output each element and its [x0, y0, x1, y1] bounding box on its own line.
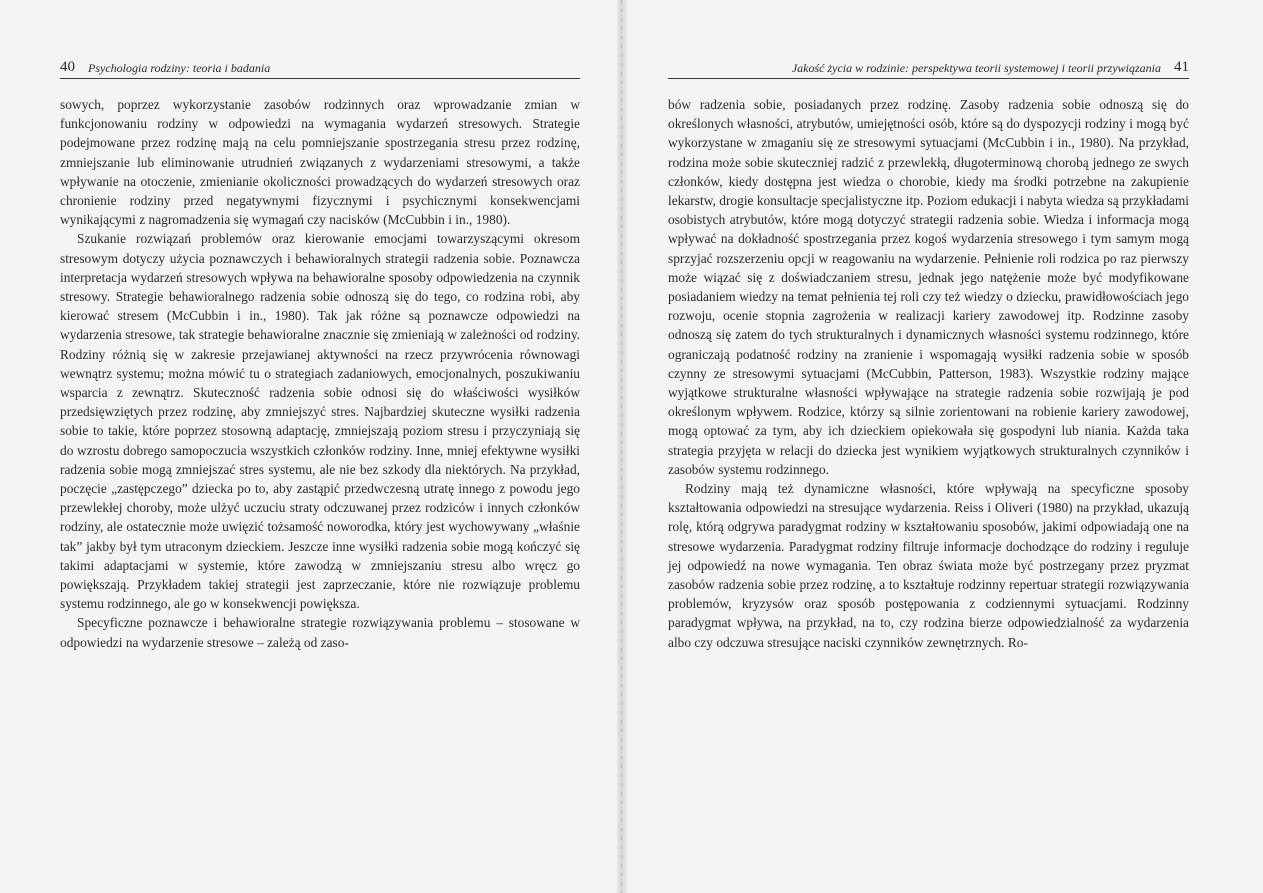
- left-page-number: 40: [60, 59, 75, 75]
- right-page-header: [668, 58, 1189, 79]
- right-page-body: [668, 95, 1189, 652]
- left-running-head: Psychologia rodziny: teoria i badania: [88, 61, 271, 75]
- left-page-header: [60, 58, 580, 79]
- right-running-head: Jakość życia w rodzinie: perspektywa teorii systemowej i teorii przywiązania: [791, 61, 1161, 75]
- right-paragraph-1: bów radzenia sobie, posiadanych przez rodzinę. Zasoby radzenia sobie odnoszą się do określonych własności, atrybutów, umiejętności osób, które są do dyspozycji rodziny i mogą być wykorzystane w zmaganiu się ze stresowymi sytuacjami (McCubbin i in., 1980). Na przykład, rodzina może sobie skuteczniej radzić z przewlekłą, długoterminową chorobą jednego ze swych członków, kiedy dostępna jest wiedza o chorobie, kiedy ma środki potrzebne na zakupienie lekarstw, drogie konsultacje specjalistyczne itp. Poziom edukacji i nabyta wiedza są przykładami osobistych atrybutów, które mogą dotyczyć strategii radzenia sobie. Wiedza i informacja mogą wpływać na dokładność spostrzegania przez kogoś wydarzenia stresowego i tym samym mogą sprzyjać rozszerzeniu opcji w reagowaniu na wydarzenie. Pełnienie roli rodzica po raz pierwszy może wiązać się z doświadczaniem stresu, jednak jego natężenie może być modyfikowane posiadaniem wiedzy na temat pełnienia tej roli czy też wiedzy o dziecku, prawidłowościach jego rozwoju, ocenie stopnia zagrożenia w realizacji kariery zawodowej itp. Rodzinne zasoby odnoszą się zatem do tych strukturalnych i dynamicznych własności systemu rodzinnego, które ograniczają podatność rodziny na zranienie i wspomagają wysiłki radzenia sobie w sposób czynny ze stresowymi sytuacjami (McCubbin, Patterson, 1983). Wszystkie rodziny mające wyjątkowe strukturalne własności wpływające na strategie radzenia sobie rozwijają je pod określonym wpływem. Rodzice, którzy są silnie zorientowani na robienie kariery zawodowej, mogą optować za tym, aby ich dzieckiem opiekowała się gospodyni lub niania. Każda taka strategia przyjęta w relacji do dziecka jest wynikiem wyjątkowych strukturalnych czynników i zasobów systemu rodzinnego.: [668, 97, 1189, 477]
- left-paragraph-1: sowych, poprzez wykorzystanie zasobów rodzinnych oraz wprowadzanie zmian w funkcjonowaniu rodziny w odpowiedzi na wymagania wydarzeń stresowych. Strategie podejmowane przez rodzinę mają na celu pomniejszanie spostrzegania stresu przez rodzinę, zmniejszanie lub eliminowanie utrudnień związanych z wydarzeniami stresowymi, a także wpływanie na otoczenie, zmienianie okoliczności prowadzących do wydarzeń stresowych oraz chronienie rodziny przed negatywnymi fizycznymi i psychicznymi konsekwencjami wynikającymi z nagromadzenia się wymagań czy nacisków (McCubbin i in., 1980).: [60, 97, 580, 228]
- right-page-number: 41: [1174, 59, 1189, 75]
- left-page-body: [60, 95, 580, 652]
- book-gutter: [617, 0, 627, 893]
- left-paragraph-3: Specyficzne poznawcze i behawioralne strategie rozwiązywania problemu – stosowane w odpowiedzi na wydarzenie stresowe – zależą od zaso-: [60, 615, 580, 650]
- left-page: [60, 0, 580, 893]
- gutter-fold-line: [621, 0, 622, 893]
- left-paragraph-2: Szukanie rozwiązań problemów oraz kierowanie emocjami towarzyszącymi okresom stresowym dotyczy użycia poznawczych i behawioralnych strategii radzenia sobie. Poznawcza interpretacja wydarzeń stresowych wpływa na behawioralne sposoby odpowiedzenia na czynnik stresowy. Strategie behawioralnego radzenia sobie odnoszą się do tego, co rodzina robi, aby kierować stresem (McCubbin i in., 1980). Tak jak różne są poznawcze odpowiedzi na wydarzenia stresowe, tak strategie behawioralne znacznie się zmieniają w zależności od rodziny. Rodziny różnią się w zakresie przejawianej aktywności na rzecz przywrócenia równowagi wewnątrz systemu; można mówić tu o strategiach zadaniowych, emocjonalnych, poszukiwaniu wsparcia z zewnątrz. Skuteczność radzenia sobie odnosi się do właściwości wysiłków przedsięwziętych przez rodzinę, aby zmniejszyć stres. Najbardziej skuteczne wysiłki radzenia sobie to takie, które poprzez stosowną adaptację, zmniejszają poziom stresu i przyczyniają się do wzrostu dobrego samopoczucia wszystkich członków rodziny. Inne, mniej efektywne wysiłki radzenia sobie mogą zmniejszać stres systemu, ale nie bez szkody dla niektórych. Na przykład, poczęcie „zastępczego” dziecka po to, aby zastąpić przedwczesną utratę innego z powodu jego przewlekłej choroby, może ulżyć uczuciu straty odczuwanej przez rodziców i innych członków rodziny, ale ostatecznie może uwięzić tożsamość noworodka, który jest wychowywany „właśnie tak” jakby był tym utraconym dzieckiem. Jeszcze inne wysiłki radzenia sobie mogą kończyć się takimi adaptacjami w systemie, które zawodzą w zmniejszaniu stresu albo wręcz go powiększają. Przykładem takiej strategii jest zaprzeczanie, które nie rozwiązuje problemu systemu rodzinnego, ale go w konsekwencji powiększa.: [60, 231, 580, 612]
- right-page: [668, 0, 1189, 893]
- right-paragraph-2: Rodziny mają też dynamiczne własności, które wpływają na specyficzne sposoby kształtowania odpowiedzi na stresujące wydarzenia. Reiss i Oliveri (1980) na przykład, ukazują rolę, którą odgrywa paradygmat rodziny w kształtowaniu sposobów, jakimi odpowiadają one na stresowe wydarzenia. Paradygmat rodziny filtruje informacje dochodzące do rodziny i reguluje jej odpowiedź na nowe wymagania. Ten obraz świata może być postrzegany przez pryzmat zasobów radzenia sobie przez rodzinę, a to kształtuje rodzinny repertuar strategii rozwiązywania problemów, kryzysów oraz sposób postępowania z codziennymi sytuacjami. Rodzinny paradygmat wpływa, na przykład, na to, czy rodzina bierze odpowiedzialność za wydarzenia albo czy odczuwa stresujące naciski czynników zewnętrznych. Ro-: [668, 481, 1189, 650]
